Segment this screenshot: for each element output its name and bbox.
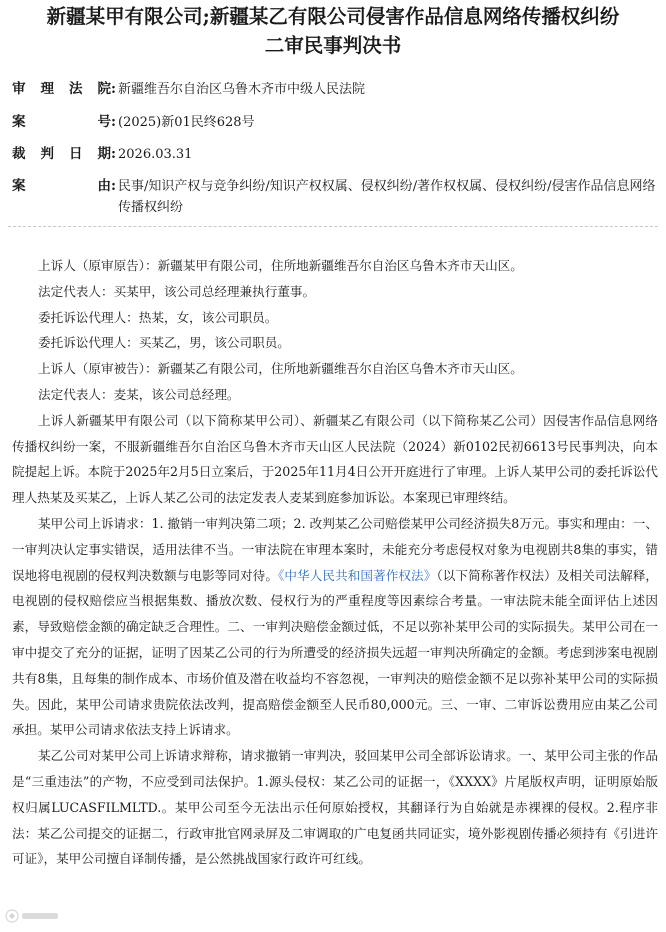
defense-paragraph: 某乙公司对某甲公司上诉请求辩称，请求撤销一审判决，驳回某甲公司全部诉讼请求。一、某甲公司主张的作品是“三重违法”的产物，不应受到司法保护。1.源头侵权：某乙公司的证据一，《XXXX》片尾版权声明，证明原始版权归属LUCASFILMLTD.。某甲公司至今无法出示任何原始授权，其翻译行为自始就是赤裸裸的侵权。2.程序非法：某乙公司提交的证据二，行政审批官网录屏及二审调取的广电复函共同证实，境外影视剧传播必须持有《引进许可证》，某甲公司擅自译制传播，是公然挑战国家行政许可红线。 bbox=[12, 748, 658, 867]
meta-cause-value: 民事/知识产权与竞争纠纷/知识产权权属、侵权纠纷/著作权权属、侵权纠纷/侵害作品信息网络传播权纠纷 bbox=[118, 179, 656, 215]
party-paragraph: 法定代表人：买某甲，该公司总经理兼执行董事。 bbox=[38, 283, 316, 299]
appeal-claims-paragraph bbox=[12, 511, 658, 743]
key-char: 院: bbox=[97, 81, 116, 97]
key-char: 理 bbox=[40, 81, 54, 97]
key-char: 法 bbox=[69, 81, 83, 97]
title-line-2: 二审民事判决书 bbox=[264, 34, 402, 57]
title-line-1: 新疆某甲有限公司;新疆某乙有限公司侵害作品信息网络传播权纠纷 bbox=[46, 5, 620, 28]
procedure-paragraph: 上诉人新疆某甲有限公司（以下简称某甲公司）、新疆某乙有限公司（以下简称某乙公司）因侵害作品信息网络传播权纠纷一案，不服新疆维吾尔自治区乌鲁木齐市天山区人民法院（2024）新0102民初6613号民事判决，向本院提起上诉。本院于2025年2月5日立案后，于2025年11月4日公开开庭进行了审理。上诉人某甲公司的委托诉讼代理人热某及买某乙，上诉人某乙公司的法定发表人麦某到庭参加诉讼。本案现已审理终结。 bbox=[12, 412, 658, 506]
key-char: 日 bbox=[69, 146, 83, 162]
meta-date-value: 2026.03.31 bbox=[118, 147, 193, 162]
key-char: 期: bbox=[97, 146, 116, 162]
key-char: 案 bbox=[12, 178, 26, 194]
meta-case-value: (2025)新01民终628号 bbox=[118, 115, 255, 130]
key-char: 由: bbox=[97, 178, 116, 194]
meta-date-key bbox=[12, 144, 116, 165]
meta-cause-key bbox=[12, 176, 116, 197]
appeal-claims-text-1: 某甲公司上诉请求：1. 撤销一审判决第二项；2. 改判某乙公司赔偿某甲公司经济损失8万元。事实和理由：一、一审判决认定事实错误，适用法律不当。一审法院在审理本案时，未能充分考虑侵权对象为电视剧共8集的事实，错误地将电视剧的侵权判决数额与电影等同对待。 bbox=[12, 515, 658, 583]
document-title bbox=[0, 2, 666, 60]
key-char: 案 bbox=[12, 114, 26, 130]
party-paragraph: 法定代表人：麦某，该公司总经理。 bbox=[38, 386, 240, 402]
section-divider bbox=[8, 226, 658, 227]
key-char: 审 bbox=[12, 81, 26, 97]
party-paragraph: 委托诉讼代理人：热某，女，该公司职员。 bbox=[38, 309, 278, 325]
meta-case-key bbox=[12, 112, 116, 133]
appeal-claims-text-2: （以下简称著作权法）及相关司法解释，电视剧的侵权赔偿应当根据集数、播放次数、侵权行为的严重程度等因素综合考量。一审法院未能全面评估上述因素，导致赔偿金额的确定缺乏合理性。二、一审判决赔偿金额过低，不足以弥补某甲公司的实际损失。某甲公司在一审中提交了充分的证据，证明了因某乙公司的行为所遭受的经济损失远超一审判决所确定的金额。考虑到涉案电视剧共有8集，且每集的制作成本、市场价值及潜在收益均不容忽视，一审判决的赔偿金额不足以弥补某甲公司的实际损失。因此，某甲公司请求贵院依法改判，提高赔偿金额至人民币80,000元。三、一审、二审诉讼费用应由某乙公司承担。某甲公司请求依法支持上诉请求。 bbox=[12, 567, 659, 738]
key-char: 号: bbox=[97, 114, 116, 130]
party-paragraph: 上诉人（原审原告）：新疆某甲有限公司，住所地新疆维吾尔自治区乌鲁木齐市天山区。 bbox=[38, 258, 523, 273]
watermark-logo-icon bbox=[4, 906, 62, 926]
key-char: 裁 bbox=[12, 146, 26, 162]
judgment-body bbox=[12, 253, 658, 872]
party-paragraph: 委托诉讼代理人：买某乙，男，该公司职员。 bbox=[38, 335, 290, 351]
key-char: 判 bbox=[40, 146, 54, 162]
copyright-law-link[interactable]: 《中华人民共和国著作权法》 bbox=[278, 567, 437, 583]
party-paragraph: 上诉人（原审被告）：新疆某乙有限公司，住所地新疆维吾尔自治区乌鲁木齐市天山区。 bbox=[38, 361, 523, 377]
meta-court-value: 新疆维吾尔自治区乌鲁木齐市中级人民法院 bbox=[118, 82, 366, 97]
meta-court-key bbox=[12, 79, 116, 100]
